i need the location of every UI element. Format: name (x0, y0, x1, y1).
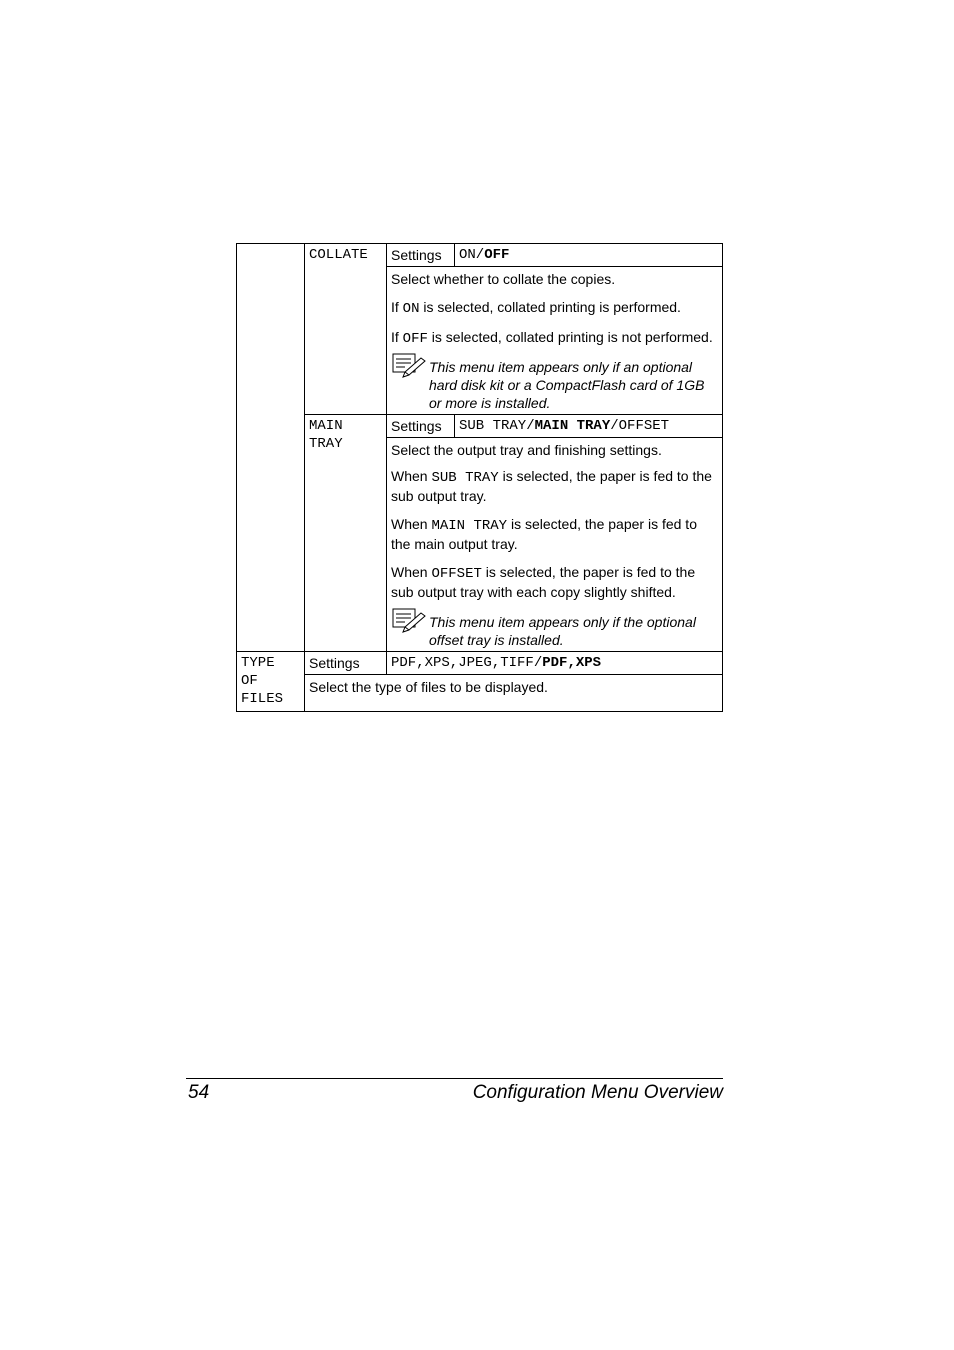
collate-settings-row (237, 244, 723, 267)
collate-desc-2: If ON is selected, collated printing is performed. (391, 299, 681, 317)
type-of-files-item-name: TYPE OF FILES (237, 652, 305, 712)
collate-settings-label: Settings (387, 244, 455, 267)
main-tray-note-text: This menu item appears only if the optional offset tray is installed. (429, 614, 696, 648)
collate-settings-value (455, 244, 723, 267)
collate-value-options: ON/ (459, 247, 485, 263)
main-tray-settings-row (237, 415, 723, 438)
main-tray-desc-1: Select the output tray and finishing settings. (391, 442, 662, 458)
main-tray-note (391, 609, 719, 649)
main-tray-desc-2: When SUB TRAY is selected, the paper is fed to the sub output tray. (391, 468, 712, 504)
page-number: 54 (188, 1082, 210, 1103)
type-of-files-settings-label: Settings (305, 652, 387, 675)
type-of-files-settings-value: PDF,XPS,JPEG,TIFF/PDF,XPS (387, 652, 723, 675)
collate-note (391, 354, 719, 412)
main-tray-desc-4: When OFFSET is selected, the paper is fed to the sub output tray with each copy slightly shifted. (391, 564, 696, 600)
collate-description (387, 267, 723, 415)
parent-menu-cell (237, 244, 305, 652)
main-tray-desc-3: When MAIN TRAY is selected, the paper is fed to the main output tray. (391, 516, 697, 552)
footer-rule (186, 1078, 723, 1079)
type-of-files-desc-1: Select the type of files to be displayed. (309, 679, 548, 695)
collate-desc-1: Select whether to collate the copies. (391, 271, 616, 287)
collate-desc-3: If OFF is selected, collated printing is not performed. (391, 329, 713, 347)
menu-table (236, 243, 723, 712)
note-pencil-icon (391, 607, 429, 635)
main-tray-settings-label: Settings (387, 415, 455, 438)
collate-note-text: This menu item appears only if an optional hard disk kit or a CompactFlash card of 1GB or more is installed. (429, 359, 705, 411)
note-pencil-icon (391, 352, 429, 380)
footer-title: Configuration Menu Overview (472, 1082, 723, 1103)
type-of-files-description (305, 675, 723, 712)
type-of-files-settings-row (237, 652, 723, 675)
collate-value-default: OFF (484, 247, 510, 263)
type-of-files-desc-row (237, 675, 723, 712)
collate-item-name: COLLATE (305, 244, 387, 415)
main-tray-settings-value: SUB TRAY/MAIN TRAY/OFFSET (455, 415, 723, 438)
main-tray-item-name: MAIN TRAY (305, 415, 387, 652)
main-tray-description (387, 438, 723, 652)
